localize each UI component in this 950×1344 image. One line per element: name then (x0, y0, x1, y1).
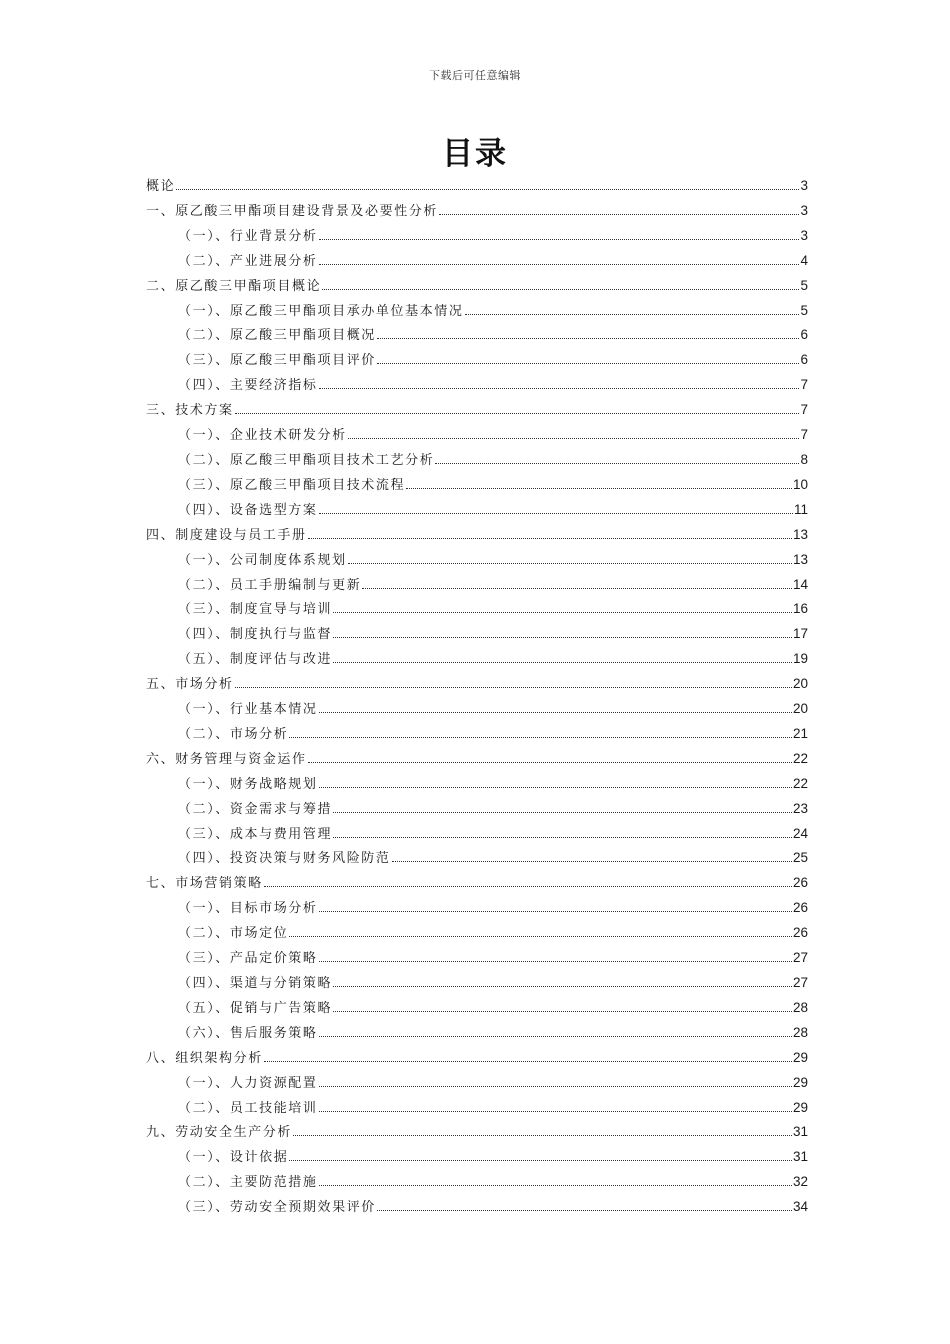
toc-entry-page-number: 26 (792, 925, 808, 941)
toc-entry[interactable] (146, 748, 808, 773)
toc-entry-label: （二）、市场分析 (178, 726, 289, 742)
toc-entry-page-number: 24 (792, 825, 808, 841)
toc-entry-label: （四）、渠道与分销策略 (178, 976, 333, 991)
toc-entry-label: （二）、主要防范措施 (178, 1175, 318, 1191)
toc-entry-label: （四）、主要经济指标 (178, 378, 318, 394)
toc-entry-label: （一）、行业基本情况 (178, 702, 318, 718)
toc-leader-dots (333, 986, 792, 987)
toc-entry[interactable] (146, 872, 808, 897)
toc-entry[interactable] (146, 1171, 808, 1196)
toc-leader-dots (319, 1111, 792, 1112)
toc-entry-label: （二）、市场定位 (178, 926, 289, 942)
toc-leader-dots (377, 363, 800, 364)
toc-entry-label: （三）、原乙酸三甲酯项目评价 (178, 353, 376, 369)
toc-entry-label: （一）、公司制度体系规划 (178, 552, 347, 568)
toc-entry[interactable] (146, 698, 808, 723)
toc-entry[interactable] (146, 1196, 808, 1221)
toc-entry-label: 概论 (146, 179, 176, 194)
toc-entry-page-number: 6 (800, 327, 808, 343)
toc-leader-dots (319, 961, 792, 962)
toc-leader-dots (319, 712, 792, 713)
toc-entry-page-number: 31 (792, 1124, 808, 1140)
toc-entry-page-number: 31 (792, 1149, 808, 1165)
toc-entry-page-number: 16 (792, 601, 808, 617)
toc-entry-page-number: 20 (792, 701, 808, 717)
toc-entry[interactable] (146, 549, 808, 574)
toc-leader-dots (465, 314, 800, 315)
toc-entry[interactable] (146, 648, 808, 673)
toc-entry[interactable] (146, 598, 808, 623)
toc-entry-page-number: 27 (792, 950, 808, 966)
toc-entry-label: （一）、企业技术研发分析 (178, 428, 347, 444)
toc-entry-page-number: 17 (792, 626, 808, 642)
toc-entry-label: （三）、劳动安全预期效果评价 (178, 1200, 376, 1216)
toc-leader-dots (435, 463, 799, 464)
toc-leader-dots (319, 1036, 792, 1037)
toc-entry-label: （二）、原乙酸三甲酯项目概况 (178, 328, 376, 344)
toc-leader-dots (377, 1210, 792, 1211)
toc-entry[interactable] (146, 972, 808, 997)
toc-entry-page-number: 29 (792, 1099, 808, 1115)
toc-entry-label: （一）、目标市场分析 (178, 901, 318, 917)
toc-leader-dots (362, 588, 792, 589)
toc-entry[interactable] (146, 449, 808, 474)
toc-entry-label: （二）、原乙酸三甲酯项目技术工艺分析 (178, 452, 435, 468)
toc-entry-page-number: 6 (800, 352, 808, 368)
toc-entry-page-number: 4 (800, 252, 808, 268)
toc-entry-page-number: 8 (800, 451, 808, 467)
toc-entry[interactable] (146, 374, 808, 399)
toc-entry-page-number: 27 (792, 975, 808, 990)
toc-entry-page-number: 7 (800, 377, 808, 393)
toc-entry-page-number: 23 (792, 800, 808, 816)
toc-entry[interactable] (146, 200, 808, 225)
toc-entry-label: （一）、人力资源配置 (178, 1075, 318, 1091)
toc-entry[interactable] (146, 847, 808, 872)
toc-leader-dots (264, 886, 792, 887)
toc-entry-page-number: 5 (800, 277, 808, 293)
toc-entry[interactable] (146, 997, 808, 1022)
toc-leader-dots (322, 289, 799, 290)
toc-entry[interactable] (146, 1047, 808, 1072)
toc-entry-label: 七、市场营销策略 (146, 876, 263, 892)
toc-entry-page-number: 3 (800, 178, 808, 193)
toc-entry-page-number: 25 (792, 850, 808, 866)
toc-leader-dots (333, 662, 792, 663)
toc-entry-page-number: 28 (792, 999, 808, 1015)
toc-entry-label: （二）、员工技能培训 (178, 1100, 318, 1116)
toc-entry-label: （四）、投资决策与财务风险防范 (178, 851, 391, 867)
toc-entry-label: （一）、设计依据 (178, 1150, 289, 1166)
toc-entry[interactable] (146, 922, 808, 947)
toc-entry[interactable] (146, 250, 808, 275)
toc-entry-label: 九、劳动安全生产分析 (146, 1125, 293, 1141)
toc-entry-label: 八、组织架构分析 (146, 1050, 263, 1066)
toc-entry-page-number: 29 (792, 1074, 808, 1090)
toc-leader-dots (333, 637, 792, 638)
toc-leader-dots (439, 214, 799, 215)
toc-entry[interactable] (146, 175, 808, 200)
toc-entry-page-number: 10 (792, 476, 808, 492)
toc-entry-label: 六、财务管理与资金运作 (146, 751, 307, 767)
toc-leader-dots (319, 1185, 792, 1186)
toc-entry-page-number: 21 (792, 725, 808, 741)
toc-leader-dots (319, 787, 792, 788)
toc-entry[interactable] (146, 424, 808, 449)
toc-entry[interactable] (146, 399, 808, 424)
toc-entry-label: 五、市场分析 (146, 677, 234, 693)
toc-entry-page-number: 28 (792, 1024, 808, 1040)
toc-entry-page-number: 13 (792, 526, 808, 542)
toc-entry[interactable] (146, 1121, 808, 1146)
toc-entry-label: 二、原乙酸三甲酯项目概论 (146, 278, 322, 294)
toc-leader-dots (333, 612, 792, 613)
toc-entry[interactable] (146, 574, 808, 599)
toc-entry[interactable] (146, 1097, 808, 1122)
toc-leader-dots (289, 1160, 792, 1161)
toc-entry[interactable] (146, 324, 808, 349)
toc-leader-dots (264, 1061, 792, 1062)
toc-leader-dots (377, 338, 800, 339)
toc-entry-label: （三）、制度宣导与培训 (178, 602, 333, 618)
toc-entry-page-number: 11 (793, 501, 808, 517)
toc-entry[interactable] (146, 947, 808, 972)
toc-leader-dots (176, 189, 799, 190)
toc-entry-label: （三）、原乙酸三甲酯项目技术流程 (178, 477, 406, 493)
toc-entry[interactable] (146, 474, 808, 499)
toc-entry-label: 一、原乙酸三甲酯项目建设背景及必要性分析 (146, 203, 439, 219)
toc-entry-label: （四）、制度执行与监督 (178, 627, 333, 643)
toc-entry-page-number: 3 (800, 202, 808, 218)
toc-leader-dots (308, 762, 792, 763)
toc-entry[interactable] (146, 524, 808, 549)
toc-entry[interactable] (146, 798, 808, 823)
toc-entry[interactable] (146, 1072, 808, 1097)
toc-entry[interactable] (146, 773, 808, 798)
toc-leader-dots (319, 264, 800, 265)
toc-entry[interactable] (146, 897, 808, 922)
toc-entry-page-number: 7 (800, 427, 808, 443)
toc-entry-label: （一）、原乙酸三甲酯项目承办单位基本情况 (178, 303, 464, 319)
toc-entry[interactable] (146, 723, 808, 748)
toc-leader-dots (333, 812, 792, 813)
toc-entry-label: （二）、产业进展分析 (178, 253, 318, 269)
toc-leader-dots (319, 911, 792, 912)
toc-entry-label: （二）、资金需求与筹措 (178, 801, 333, 817)
toc-entry-label: 三、技术方案 (146, 403, 234, 419)
toc-entry-label: （三）、产品定价策略 (178, 951, 318, 967)
toc-leader-dots (333, 837, 792, 838)
toc-entry-label: （四）、设备选型方案 (178, 502, 318, 518)
toc-entry[interactable] (146, 673, 808, 698)
toc-leader-dots (406, 488, 792, 489)
toc-leader-dots (308, 538, 792, 539)
toc-entry-label: （三）、成本与费用管理 (178, 826, 333, 842)
toc-entry[interactable] (146, 275, 808, 300)
toc-leader-dots (235, 687, 792, 688)
toc-leader-dots (289, 936, 792, 937)
header-note: 下载后可任意编辑 (429, 69, 521, 82)
toc-leader-dots (333, 1011, 792, 1012)
toc-entry[interactable] (146, 300, 808, 325)
toc-entry-page-number: 29 (792, 1049, 808, 1065)
toc-entry-label: （二）、员工手册编制与更新 (178, 577, 362, 593)
toc-leader-dots (289, 737, 792, 738)
toc-entry-label: （一）、行业背景分析 (178, 228, 318, 244)
toc-leader-dots (235, 413, 800, 414)
toc-entry-label: （五）、促销与广告策略 (178, 1000, 333, 1016)
toc-entry[interactable] (146, 823, 808, 848)
toc-entry-label: 四、制度建设与员工手册 (146, 527, 307, 543)
toc-entry-page-number: 14 (792, 576, 808, 592)
page-title: 目录 (442, 136, 508, 172)
toc-entry-page-number: 7 (800, 402, 808, 418)
toc-entry-page-number: 34 (792, 1199, 808, 1215)
toc-entry-label: （五）、制度评估与改进 (178, 652, 333, 668)
toc-leader-dots (319, 1086, 792, 1087)
toc-entry[interactable] (146, 1146, 808, 1171)
toc-entry-page-number: 3 (800, 227, 808, 243)
toc-leader-dots (392, 861, 792, 862)
toc-entry-page-number: 26 (792, 875, 808, 891)
toc-entry[interactable] (146, 349, 808, 374)
toc-entry-page-number: 5 (800, 302, 808, 318)
toc-entry-page-number: 32 (792, 1174, 808, 1190)
table-of-contents (146, 175, 808, 1221)
toc-entry-label: （六）、售后服务策略 (178, 1025, 318, 1041)
toc-leader-dots (319, 239, 800, 240)
toc-entry[interactable] (146, 499, 808, 524)
toc-entry[interactable] (146, 1022, 808, 1047)
toc-entry-page-number: 22 (792, 750, 808, 766)
toc-leader-dots (293, 1135, 792, 1136)
toc-entry-label: （一）、财务战略规划 (178, 776, 318, 792)
toc-leader-dots (348, 563, 792, 564)
toc-entry[interactable] (146, 623, 808, 648)
toc-leader-dots (319, 513, 793, 514)
toc-entry-page-number: 13 (792, 551, 808, 567)
toc-entry-page-number: 19 (792, 651, 808, 667)
toc-entry-page-number: 20 (792, 676, 808, 692)
toc-entry[interactable] (146, 225, 808, 250)
toc-leader-dots (348, 438, 800, 439)
toc-entry-page-number: 22 (792, 775, 808, 791)
toc-entry-page-number: 26 (792, 900, 808, 916)
toc-leader-dots (319, 388, 800, 389)
